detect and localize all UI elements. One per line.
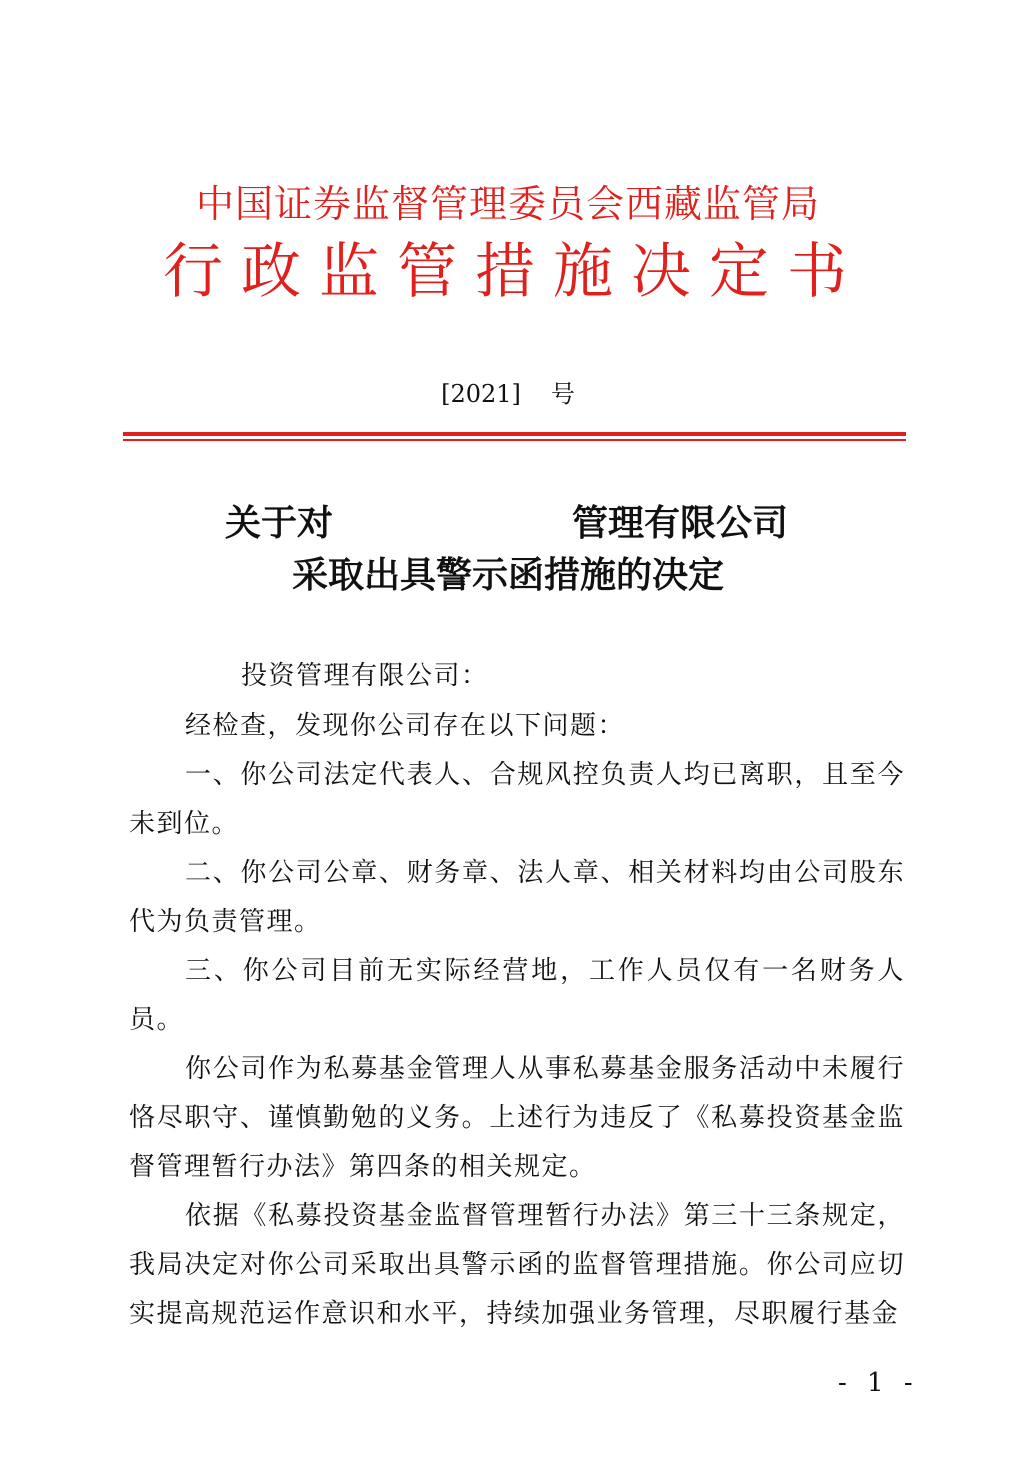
paragraph-finding-3: 三、你公司目前无实际经营地，工作人员仅有一名财务人员。	[129, 956, 905, 1035]
page-number: - 1 -	[838, 1368, 919, 1398]
document-number-suffix: 号	[550, 380, 575, 408]
paragraph-decision: 依据《私募投资基金监督管理暂行办法》第三十三条规定，我局决定对你公司采取出具警示函的监督管理措施。你公司应切实提高规范运作意识和水平，持续加强业务管理，尽职履行基金	[129, 1201, 905, 1329]
red-divider-thick	[123, 432, 906, 436]
document-body	[129, 652, 905, 1339]
red-divider-thin	[123, 439, 906, 441]
salutation: 投资管理有限公司：	[241, 661, 489, 691]
document-number	[0, 378, 1016, 410]
paragraph-finding-2: 二、你公司公章、财务章、法人章、相关材料均由公司股东代为负责管理。	[129, 858, 905, 937]
document-type-title: 行政监管措施决定书	[163, 237, 865, 307]
document-year: [2021]	[441, 380, 521, 408]
paragraph-finding-1: 一、你公司法定代表人、合规风控负责人均已离职，且至今未到位。	[129, 760, 905, 839]
subject-line-2: 采取出具警示函措施的决定	[291, 554, 724, 596]
issuing-organization: 中国证券监督管理委员会西藏监管局	[195, 182, 820, 226]
subject-line-1-company: 管理有限公司	[572, 502, 789, 544]
paragraph-findings-intro: 经检查，发现你公司存在以下问题：	[185, 711, 626, 741]
paragraph-violation: 你公司作为私募基金管理人从事私募基金服务活动中未履行恪尽职守、谨慎勤勉的义务。上述行为违反了《私募投资基金监督管理暂行办法》第四条的相关规定。	[129, 1054, 905, 1182]
subject-line-1-prefix: 关于对	[225, 502, 334, 544]
